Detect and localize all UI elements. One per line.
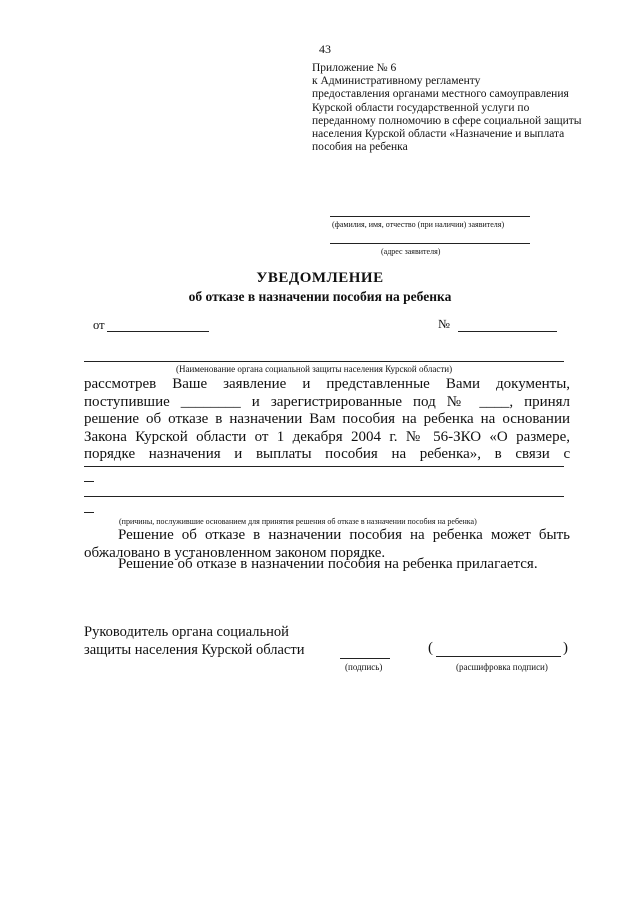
applicant-address-caption: (адрес заявителя): [381, 247, 441, 256]
body-line: Закона Курской области от 1 декабря 2004 г. № 56-ЗКО «О размере,: [84, 428, 570, 445]
decode-line: [436, 656, 561, 657]
reasons-caption: (причины, послужившие основанием для принятия решения об отказе в назначении пособия на ребенка): [119, 517, 477, 526]
appeal-line: обжаловано в установленном законом порядке.: [84, 544, 386, 561]
signatory-role-line: защиты населения Курской области: [84, 642, 305, 658]
appendix-line: к Административному регламенту: [312, 75, 481, 88]
number-label: №: [438, 317, 450, 331]
body-line: рассмотрев Ваше заявление и представленные Вами документы,: [84, 376, 571, 392]
document-subtitle: об отказе в назначении пособия на ребенка: [188, 289, 452, 304]
document-title: УВЕДОМЛЕНИЕ: [256, 270, 384, 286]
from-label: от: [93, 318, 105, 332]
page-number: 43: [319, 42, 331, 56]
signature-line: [340, 658, 390, 659]
signature-caption: (подпись): [345, 662, 383, 672]
appeal-line: Решение об отказе в назначении пособия на ребенка может быть: [118, 527, 570, 543]
reason-line-short: [84, 512, 94, 513]
close-paren: ): [563, 640, 568, 656]
body-line: решение об отказе в назначении Вам пособия на ребенка на основании: [84, 411, 570, 428]
organ-caption: (Наименование органа социальной защиты населения Курской области): [176, 364, 453, 374]
open-paren: (: [428, 640, 433, 656]
appendix-header: [312, 62, 602, 154]
attached-note: Решение об отказе в назначении пособия на ребенка прилагается.: [118, 556, 538, 572]
applicant-name-line: [330, 216, 530, 217]
appendix-line: населения Курской области «Назначение и выплата: [312, 128, 565, 141]
organ-line: [84, 361, 564, 362]
reason-line-short: [84, 481, 94, 482]
number-line: [458, 331, 557, 332]
reason-line: [84, 466, 564, 467]
signatory-role-line: Руководитель органа социальной: [84, 624, 289, 640]
date-line: [107, 331, 209, 332]
applicant-address-line: [330, 243, 530, 244]
appendix-line: Приложение № 6: [312, 62, 397, 74]
body-line: порядке назначения и выплаты пособия на ребенка», в связи с: [84, 446, 571, 463]
appendix-line: переданному полномочию в сфере социальной защиты: [312, 114, 582, 127]
decode-caption: (расшифровка подписи): [456, 662, 548, 672]
body-text: [84, 376, 570, 464]
reason-line: [84, 496, 564, 497]
appendix-line: предоставления органами местного самоуправления: [312, 88, 569, 101]
appendix-line: Курской области государственной услуги по: [312, 101, 530, 114]
body-line: поступившие ________ и зарегистрированные под № ____, принял: [84, 393, 571, 410]
applicant-name-caption: (фамилия, имя, отчество (при наличии) заявителя): [332, 220, 505, 229]
appendix-line: пособия на ребенка: [312, 141, 408, 154]
